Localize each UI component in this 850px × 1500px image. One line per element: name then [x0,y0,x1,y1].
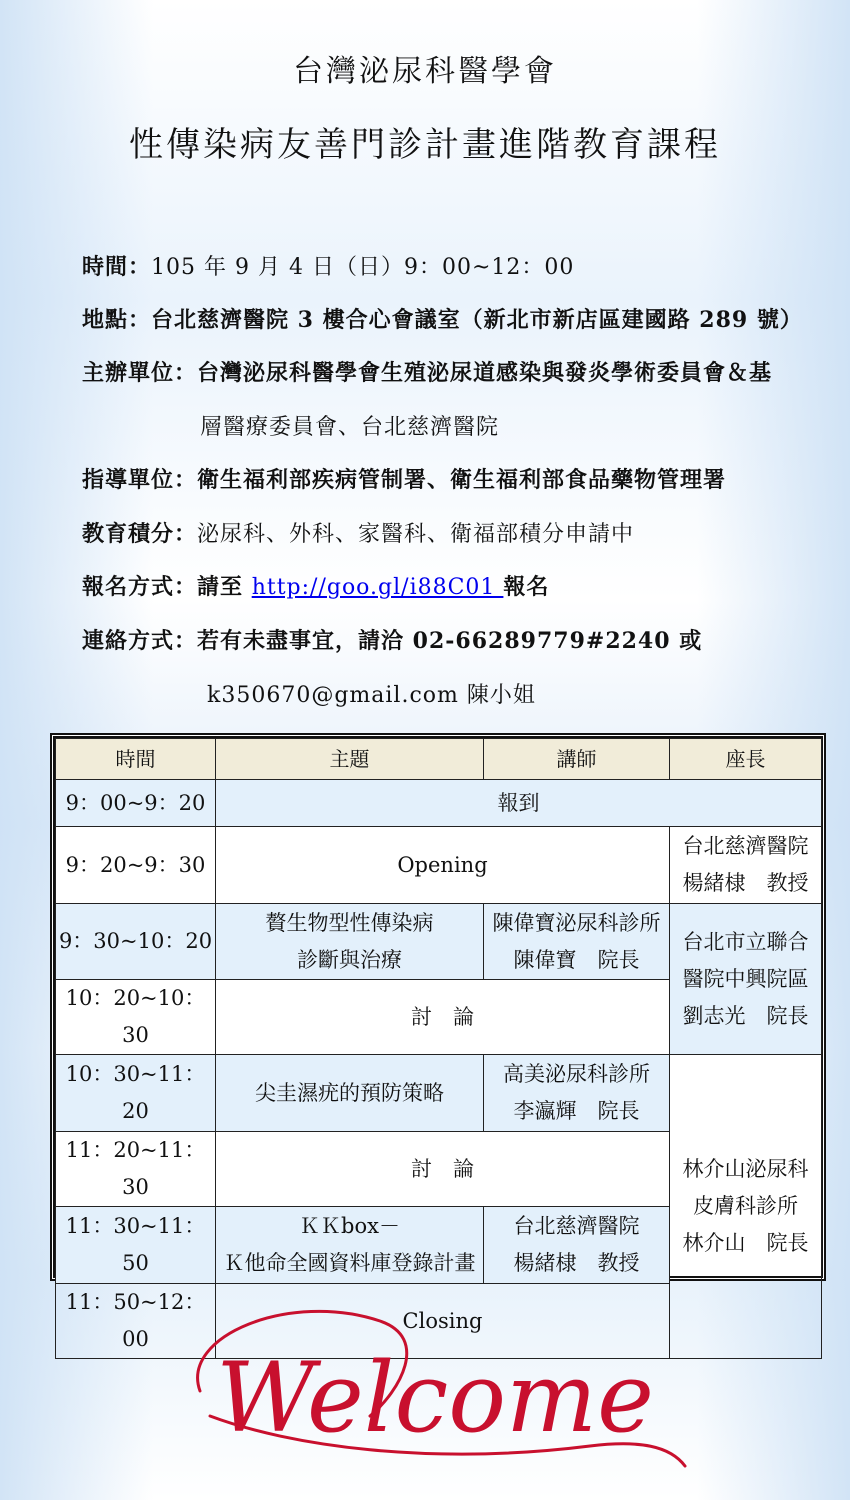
topic-line: 診斷與治療 [297,947,402,972]
info-guidance [82,463,726,494]
info-time [82,250,574,281]
society-title: 台灣泌尿科醫學會 [293,54,557,89]
row-topic: 報到 [216,780,822,827]
guidance-value: 衛生福利部疾病管制署、衛生福利部食品藥物管理署 [197,467,727,493]
welcome-text: Welcome [216,1342,654,1454]
row-topic: 尖圭濕疣的預防策略 [216,1055,484,1132]
chair-line: 醫院中興院區 [682,966,809,991]
header-topic: 主題 [216,739,484,780]
row-time: 9：00~9：20 [56,780,216,827]
row-speaker [484,904,670,980]
row-topic [216,904,484,980]
credits-value: 泌尿科、外科、家醫科、衛福部積分申請中 [197,522,635,547]
row-time: 11：50~12：00 [56,1284,216,1359]
header-chair: 座長 [670,739,822,780]
row-chair [670,904,822,1055]
info-registration [82,570,549,601]
welcome-logo [170,1296,690,1486]
info-contact [82,624,702,655]
chair-line: 皮膚科診所 [693,1194,798,1218]
guidance-label: 指導單位： [82,467,198,493]
organizer-value: 台灣泌尿科醫學會生殖泌尿道感染與發炎學術委員會＆基 [197,360,773,386]
table-row [56,827,822,904]
location-value: 台北慈濟醫院 3 樓合心會議室（新北市新店區建國路 289 號） [151,307,803,333]
info-location [82,303,803,334]
contact-value: 若有未盡事宜，請洽 02-66289779#2240 或 [197,628,703,654]
chair-line: 劉志光 院長 [682,1003,809,1028]
speaker-line: 楊緒棣 教授 [513,1251,640,1275]
info-credits [82,517,634,548]
info-organizer [82,356,772,387]
schedule-table [50,733,826,1351]
row-time: 11：30~11：50 [56,1207,216,1284]
table-header-row [56,739,822,780]
table-row [56,1055,822,1132]
topic-line: Ｋ他命全國資料庫登錄計畫 [223,1251,476,1275]
topic-line: 贅生物型性傳染病 [265,910,434,935]
row-topic: Closing [216,1284,670,1359]
row-topic: 討 論 [216,980,670,1055]
row-time: 11：20~11：30 [56,1132,216,1207]
row-time: 10：20~10：30 [56,980,216,1055]
row-time: 10：30~11：20 [56,1055,216,1132]
chair-line: 台北市立聯合 [682,929,809,954]
chair-line: 楊緒棣 教授 [682,871,809,895]
chair-line: 台北慈濟醫院 [682,834,809,858]
topic-line: ＫＫbox－ [299,1214,400,1238]
row-chair [670,1055,822,1359]
location-label: 地點： [82,307,152,333]
row-topic [216,1207,484,1284]
speaker-line: 高美泌尿科診所 [503,1062,650,1086]
registration-suffix: 報名 [503,574,550,600]
table-row [56,904,822,980]
table-row [56,780,822,827]
row-time: 9：20~9：30 [56,827,216,904]
row-topic: Opening [216,827,670,904]
row-speaker [484,1207,670,1284]
registration-link[interactable]: http://goo.gl/i88C01 [251,575,504,600]
organizer-value-cont: 層醫療委員會、台北慈濟醫院 [200,415,500,440]
registration-prefix: 請至 [197,574,252,600]
row-topic: 討 論 [216,1132,670,1207]
chair-line: 林介山泌尿科 [682,1157,809,1181]
speaker-line: 台北慈濟醫院 [513,1214,640,1238]
credits-label: 教育積分： [82,521,198,547]
time-label: 時間： [82,254,152,280]
speaker-line: 李瀛輝 院長 [513,1099,640,1123]
header-speaker: 講師 [484,739,670,780]
contact-value-cont: k350670@gmail.com 陳小姐 [207,683,536,708]
contact-label: 連絡方式： [82,628,198,654]
chair-line: 林介山 院長 [682,1231,809,1255]
row-chair [670,827,822,904]
course-title: 性傳染病友善門診計畫進階教育課程 [129,125,721,165]
organizer-label: 主辦單位： [82,360,198,386]
time-value: 105 年 9 月 4 日（日）9：00~12：00 [151,255,575,280]
speaker-line: 陳偉寶 院長 [513,947,640,972]
row-time: 9：30~10：20 [56,904,216,980]
row-speaker [484,1055,670,1132]
registration-label: 報名方式： [82,574,198,600]
speaker-line: 陳偉寶泌尿科診所 [492,910,661,935]
header-time: 時間 [56,739,216,780]
